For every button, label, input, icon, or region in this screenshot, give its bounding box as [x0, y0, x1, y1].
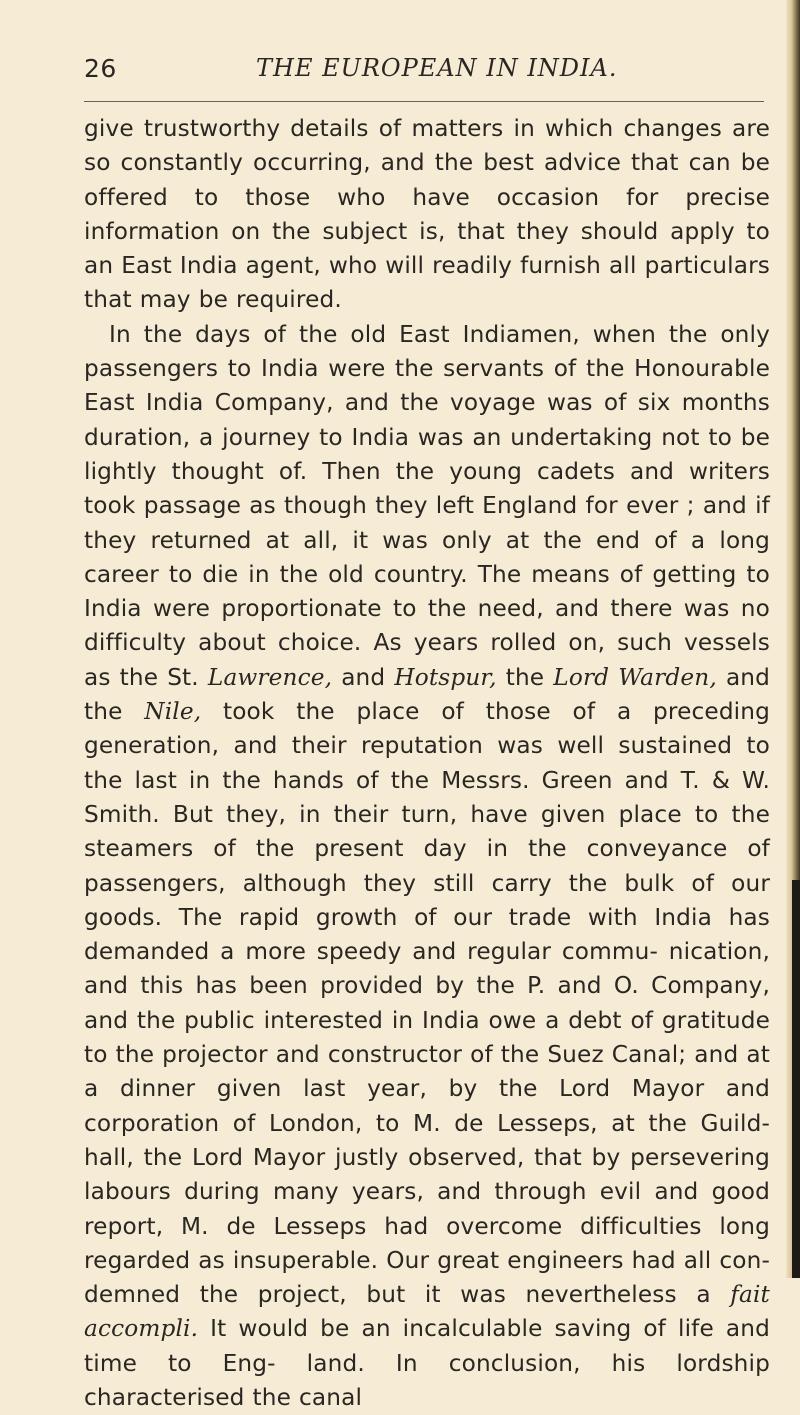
body-text: [84, 112, 770, 1415]
paragraph-text: took the place of those of a preceding generation, and their reputation was well sustained to the last in the hands of the Messrs. Green and T. & W. Smith. But they, in their turn, have given place to the steamers of the present day in the conveyance of passengers, although they still carry the bulk of our goods. The rapid growth of our trade with India has demanded a more speedy and regular commu- nication, and this has been provided by the P. and O. Company, and the public interested in India owe a debt of gratitude to the projector and constructor of the Suez Canal; and at a dinner given last year, by the Lord Mayor and corporation of London, to M. de Lesseps, at the Guild- hall, the Lord Mayor justly observed, that by persevering labours during many years, and through evil and good report, M. de Lesseps had overcome difficulties long regarded as insuperable. Our great engineers had all con- demned the project, but it was nevertheless a: [84, 698, 770, 1309]
running-head: [84, 54, 764, 94]
page-edge-dark: [792, 880, 800, 1278]
ship-name-nile: Nile,: [144, 698, 202, 726]
connector-text: and the: [84, 663, 771, 726]
header-rule: [84, 101, 764, 102]
phrase-fait-accompli: fait accompli.: [84, 1281, 770, 1343]
paragraph-text: It would be an incalculable saving of life and time to Eng- land. In conclusion, his lordship characterised the canal: [84, 1315, 770, 1411]
ship-name-lord-warden: Lord Warden,: [553, 663, 717, 691]
paragraph-text: In the days of the old East Indiamen, when the only passengers to India were the servants of the Honourable East India Company, and the voyage was of six months duration, a journey to India was an undertaking not to be lightly thought of. Then the young cadets and writers took passage as though they left England for ever ; and if they returned at all, it was only at the end of a long career to die in the old country. The means of getting to India were proportionate to the need, and there was no difficulty about choice. As years rolled on, such vessels as the St.: [84, 320, 770, 691]
ship-name-lawrence: Lawrence,: [207, 663, 333, 691]
running-title: THE EUROPEAN IN INDIA.: [256, 54, 618, 82]
connector-text: and: [341, 663, 386, 691]
connector-text: the: [505, 663, 545, 691]
paragraph-east-indiamen: [84, 318, 770, 1415]
page-number: 26: [84, 54, 117, 83]
paragraph-continued: give trustworthy details of matters in which changes are so constantly occurring, and the best advice that can be offered to those who have occasion for precise information on the subject is, that they should apply to an East India agent, who will readily furnish all particulars that may be required.: [84, 115, 770, 314]
ship-name-hotspur: Hotspur,: [394, 663, 497, 691]
